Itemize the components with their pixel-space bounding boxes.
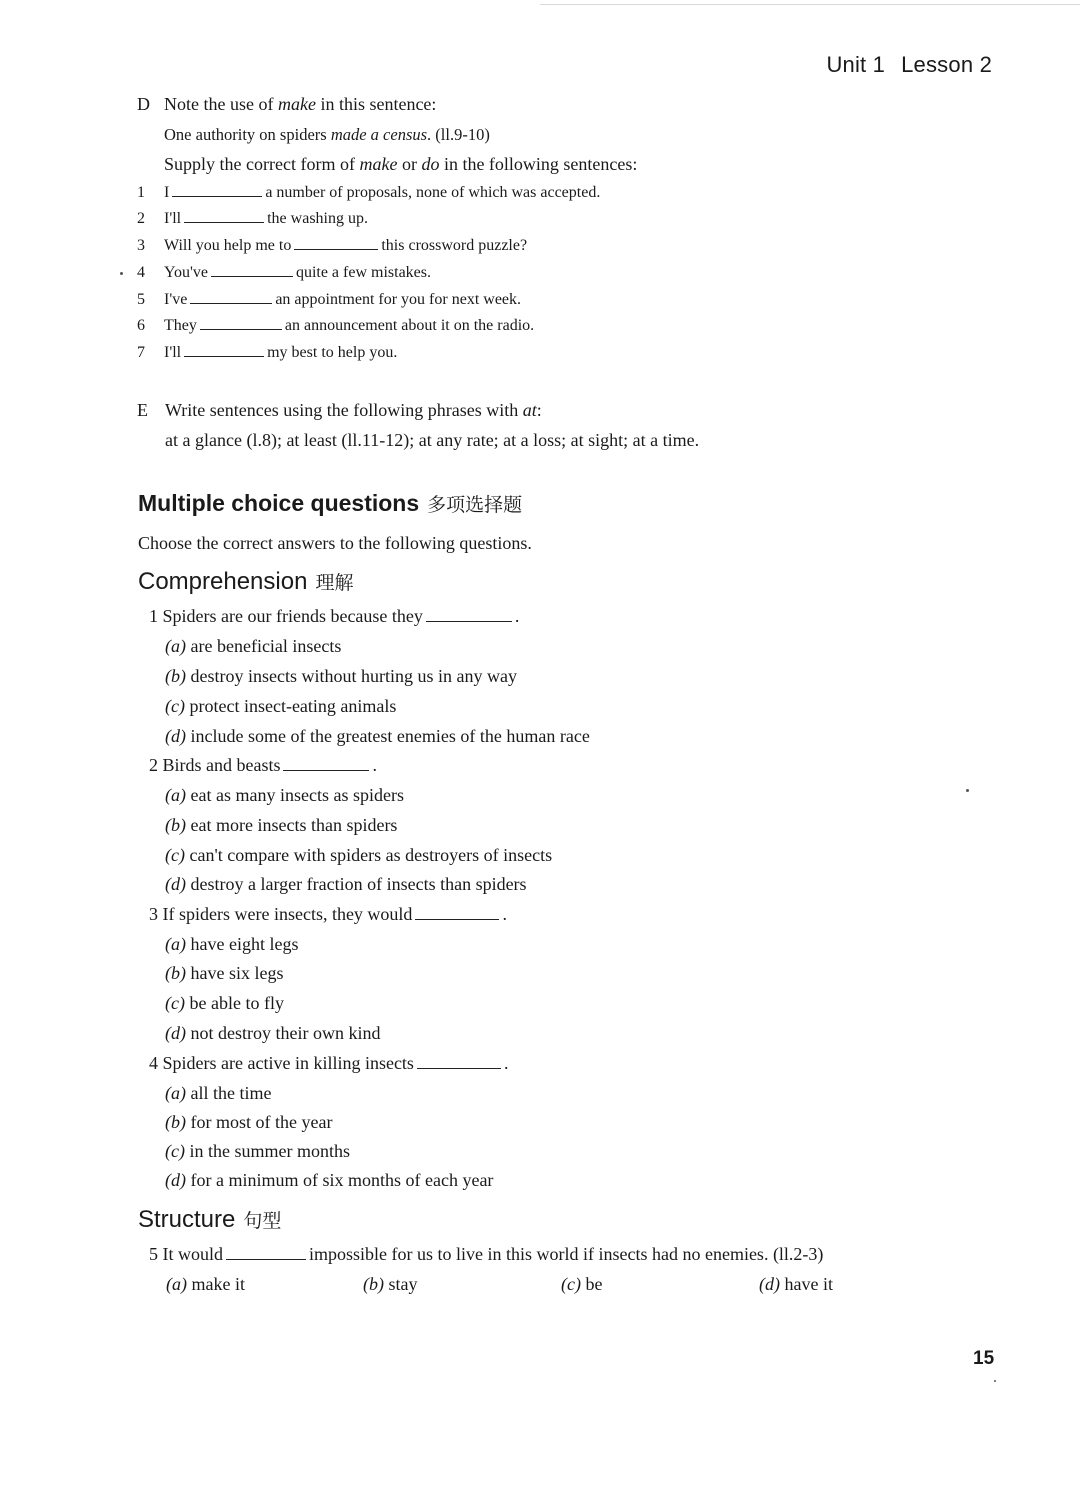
multiple-choice-instruction: Choose the correct answers to the following questions.	[138, 533, 532, 553]
fill-item-number: 3	[137, 237, 145, 254]
answer-blank[interactable]	[184, 355, 264, 357]
fill-item: Will you help me to this crossword puzzle?	[164, 237, 528, 254]
answer-blank[interactable]	[283, 769, 369, 771]
answer-blank[interactable]	[226, 1258, 306, 1260]
answer-blank[interactable]	[426, 620, 512, 622]
page-number: 15	[973, 1348, 995, 1369]
answer-blank[interactable]	[417, 1067, 501, 1069]
answer-option[interactable]: (d) have it	[759, 1274, 833, 1294]
answer-option[interactable]: (b) stay	[363, 1274, 418, 1294]
answer-blank[interactable]	[184, 221, 264, 223]
fill-item: I've an appointment for you for next week.	[164, 291, 522, 308]
structure-heading: Structure 句型	[138, 1206, 282, 1233]
fill-item-number: 7	[137, 344, 145, 361]
fill-item: I a number of proposals, none of which was accepted.	[164, 184, 601, 201]
answer-option[interactable]: (c) in the summer months	[165, 1141, 350, 1161]
multiple-choice-heading: Multiple choice questions 多项选择题	[138, 490, 523, 516]
section-d-label: D	[137, 94, 150, 114]
answer-option[interactable]: (c) be	[561, 1274, 603, 1294]
answer-option[interactable]: (b) eat more insects than spiders	[165, 815, 398, 835]
answer-option[interactable]: (a) have eight legs	[165, 934, 299, 954]
answer-option[interactable]: (d) for a minimum of six months of each year	[165, 1170, 494, 1190]
answer-option[interactable]: (c) protect insect-eating animals	[165, 696, 397, 716]
answer-option[interactable]: (a) eat as many insects as spiders	[165, 785, 404, 805]
answer-option[interactable]: (c) be able to fly	[165, 993, 284, 1013]
comprehension-heading: Comprehension 理解	[138, 568, 354, 595]
answer-option[interactable]: (b) for most of the year	[165, 1112, 333, 1132]
fill-item: I'll my best to help you.	[164, 344, 398, 361]
scan-speck	[966, 789, 969, 792]
answer-option[interactable]: (a) all the time	[165, 1083, 272, 1103]
answer-option[interactable]: (d) include some of the greatest enemies of the human race	[165, 726, 590, 746]
answer-option[interactable]: (a) are beneficial insects	[165, 636, 342, 656]
section-e-label: E	[137, 400, 148, 420]
question-stem: 2 Birds and beasts .	[149, 755, 377, 775]
answer-blank[interactable]	[211, 275, 293, 277]
fill-item-number: 2	[137, 210, 145, 227]
answer-blank[interactable]	[172, 195, 262, 197]
section-e-instruction: Write sentences using the following phrases with at:	[165, 400, 542, 420]
section-d-instruction: Supply the correct form of make or do in the following sentences:	[164, 154, 638, 174]
section-d-note: Note the use of make in this sentence:	[164, 94, 437, 114]
answer-blank[interactable]	[200, 328, 282, 330]
answer-option[interactable]: (a) make it	[166, 1274, 245, 1294]
answer-option[interactable]: (b) have six legs	[165, 963, 284, 983]
scan-speck	[120, 272, 123, 275]
unit-label: Unit 1	[826, 52, 886, 77]
section-e-phrases: at a glance (l.8); at least (ll.11-12); at any rate; at a loss; at sight; at a time.	[165, 430, 700, 450]
answer-blank[interactable]	[294, 248, 378, 250]
fill-item-number: 1	[137, 184, 145, 201]
top-rule	[540, 4, 1080, 5]
answer-option[interactable]: (d) not destroy their own kind	[165, 1023, 381, 1043]
running-header	[826, 52, 992, 78]
section-d-example: One authority on spiders made a census. (ll.9-10)	[164, 125, 490, 144]
answer-option[interactable]: (b) destroy insects without hurting us in any way	[165, 666, 517, 686]
fill-item: I'll the washing up.	[164, 210, 368, 227]
fill-item: You've quite a few mistakes.	[164, 264, 432, 281]
question-stem: 1 Spiders are our friends because they .	[149, 606, 520, 626]
fill-item-number: 5	[137, 291, 145, 308]
answer-blank[interactable]	[190, 302, 272, 304]
question-stem: 5 It would impossible for us to live in this world if insects had no enemies. (ll.2-3)	[149, 1244, 824, 1264]
answer-option[interactable]: (d) destroy a larger fraction of insects than spiders	[165, 874, 527, 894]
fill-item-number: 6	[137, 317, 145, 334]
scan-speck	[994, 1380, 996, 1382]
fill-item: They an announcement about it on the radio.	[164, 317, 535, 334]
lesson-label: Lesson 2	[901, 52, 992, 77]
answer-option[interactable]: (c) can't compare with spiders as destroyers of insects	[165, 845, 553, 865]
question-stem: 4 Spiders are active in killing insects .	[149, 1053, 509, 1073]
answer-blank[interactable]	[415, 918, 499, 920]
fill-item-number: 4	[137, 264, 145, 281]
question-stem: 3 If spiders were insects, they would .	[149, 904, 507, 924]
